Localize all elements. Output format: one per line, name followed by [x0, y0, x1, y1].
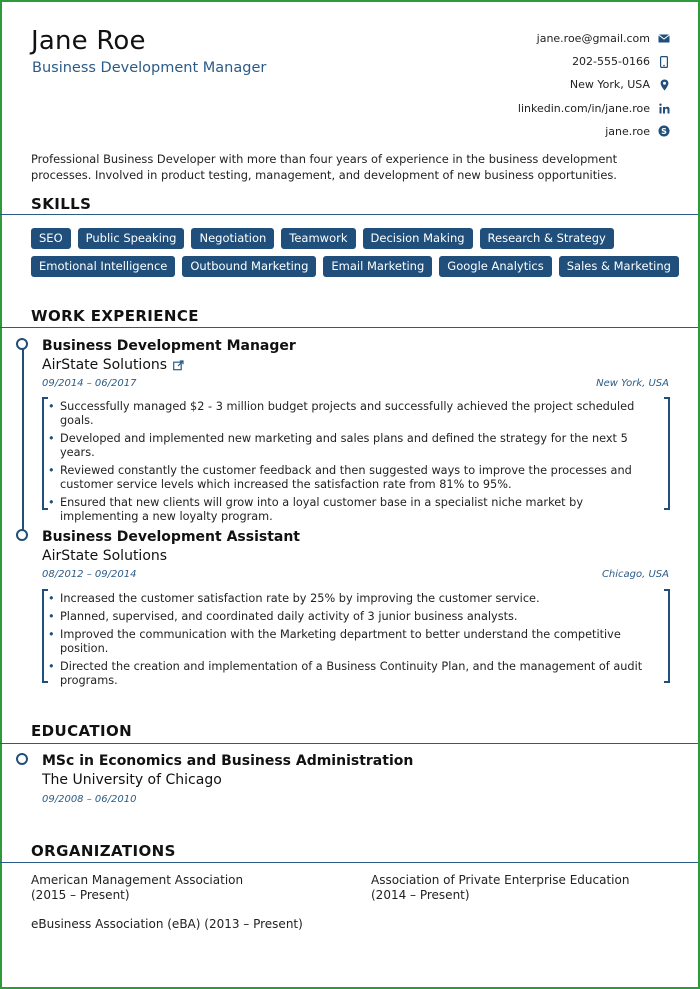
achievement-item: • Planned, supervised, and coordinated daily activity of 3 junior business analysts.	[48, 610, 518, 623]
job-title: Business Development Assistant	[42, 529, 300, 545]
job-dates: 08/2012 – 09/2014	[42, 569, 137, 580]
achievement-item: • Improved the communication with the Marketing department to better understand the competitive position.	[48, 628, 621, 655]
company-name: AirState Solutions	[42, 548, 168, 564]
linkedin-icon	[658, 102, 670, 114]
contact-email-text: jane.roe@gmail.com	[536, 32, 650, 46]
contact-skype-text: jane.roe	[605, 124, 650, 138]
applicant-name: Jane Roe	[31, 26, 146, 56]
skills-heading: SKILLS	[31, 195, 92, 213]
skills-divider	[0, 214, 698, 215]
achievement-item: • Directed the creation and implementation of a Business Continuity Plan, and the management of audit programs.	[48, 660, 643, 687]
map-pin-icon	[658, 79, 670, 91]
skill-tag: Email Marketing	[323, 256, 432, 277]
skill-tag: Emotional Intelligence	[31, 256, 175, 277]
envelope-icon	[658, 33, 670, 45]
organization-item: Association of Private Enterprise Education (2014 – Present)	[371, 873, 630, 902]
contact-email[interactable]	[370, 27, 670, 50]
work-heading: WORK EXPERIENCE	[31, 307, 199, 325]
organizations-divider	[0, 862, 698, 863]
skype-icon	[658, 125, 670, 137]
job-location: New York, USA	[596, 378, 669, 389]
skills-list	[31, 228, 671, 284]
skill-tag: Decision Making	[363, 228, 473, 249]
job-title: Business Development Manager	[42, 338, 296, 354]
skill-tag: Teamwork	[281, 228, 355, 249]
achievement-item: • Successfully managed $2 - 3 million budget projects and successfully achieved the project scheduled goals.	[48, 400, 635, 427]
skill-tag: Research & Strategy	[480, 228, 614, 249]
timeline-dot	[16, 529, 28, 541]
company-name: AirState Solutions	[42, 357, 168, 373]
svg-text:S: S	[661, 127, 667, 137]
timeline-dot	[16, 338, 28, 350]
contact-location-text: New York, USA	[569, 78, 650, 92]
achievement-item: • Reviewed constantly the customer feedback and then suggested ways to improve the processes and customer service levels which increased the satisfaction rate from 81% to 95%.	[48, 464, 632, 491]
skills-row-2	[31, 256, 671, 284]
work-divider	[0, 327, 698, 328]
contact-skype[interactable]	[370, 120, 670, 143]
skill-tag: Google Analytics	[439, 256, 551, 277]
skills-row-1	[31, 228, 671, 256]
bracket-right	[664, 589, 670, 683]
job-dates: 09/2014 – 06/2017	[42, 378, 137, 389]
job-company	[42, 548, 167, 564]
organizations-heading: ORGANIZATIONS	[31, 842, 176, 860]
job-achievements	[42, 397, 670, 523]
education-dates: 09/2008 – 06/2010	[42, 794, 137, 805]
achievement-item: • Increased the customer satisfaction rate by 25% by improving the customer service.	[48, 592, 540, 605]
school-name: The University of Chicago	[42, 772, 222, 788]
contact-linkedin[interactable]	[370, 97, 670, 120]
bracket-right	[664, 397, 670, 510]
job-achievements	[42, 589, 670, 687]
job-company	[42, 357, 184, 373]
timeline-dot	[16, 753, 28, 765]
achievement-item: • Ensured that new clients will grow into a loyal customer base in a specialist niche market by implementing a new loyalty program.	[48, 496, 584, 523]
contact-linkedin-text: linkedin.com/in/jane.roe	[517, 101, 650, 115]
education-heading: EDUCATION	[31, 722, 133, 740]
professional-summary: Professional Business Developer with more than four years of experience in the business development processes. Involved in product testing, management, and development of new business opportunities.	[31, 152, 618, 182]
skill-tag: SEO	[31, 228, 71, 249]
contact-block	[370, 27, 670, 143]
external-link-icon[interactable]	[173, 360, 184, 371]
job-location: Chicago, USA	[601, 569, 669, 580]
applicant-role: Business Development Manager	[32, 60, 267, 76]
organization-item: American Management Association (2015 – Present)	[31, 873, 244, 902]
skill-tag: Sales & Marketing	[559, 256, 679, 277]
education-divider	[0, 743, 698, 744]
mobile-phone-icon	[658, 56, 670, 68]
timeline-line	[22, 345, 24, 531]
skill-tag: Public Speaking	[78, 228, 185, 249]
contact-location	[370, 73, 670, 96]
organization-item: eBusiness Association (eBA) (2013 – Present)	[31, 917, 303, 931]
achievement-item: • Developed and implemented new marketing and sales plans and defined the strategy for the next 5 years.	[48, 432, 628, 459]
contact-phone[interactable]	[370, 50, 670, 73]
skill-tag: Outbound Marketing	[182, 256, 316, 277]
skill-tag: Negotiation	[191, 228, 274, 249]
contact-phone-text: 202-555-0166	[572, 55, 650, 69]
degree-title: MSc in Economics and Business Administration	[42, 753, 414, 769]
